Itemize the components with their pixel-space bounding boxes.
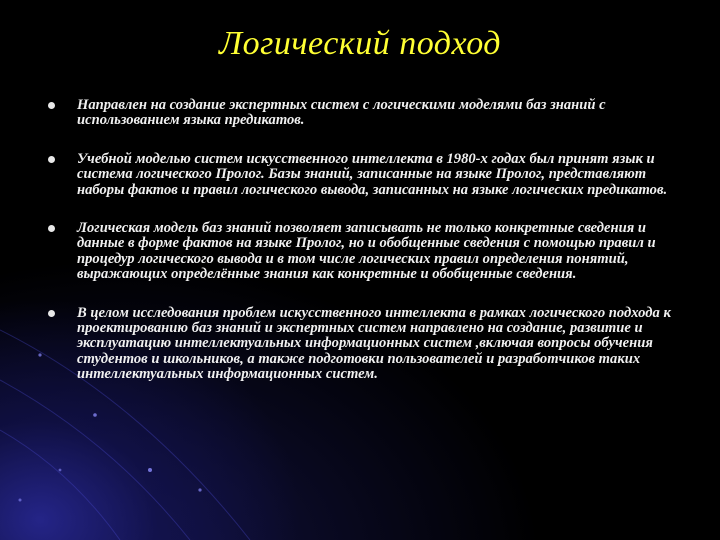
bullet-dot-icon: [48, 310, 55, 317]
bullet-text: Учебной моделью систем искусственного интеллекта в 1980-х годах был принят язык и система логического Пролог. Базы знаний, записанные на языке Пролог, представляют наборы фактов и правил логического вывода, записанных на языке логических предикатов.: [77, 150, 668, 198]
bullet-dot-icon: [48, 102, 55, 109]
bullet-list: [40, 98, 690, 406]
list-item: [40, 306, 690, 383]
bullet-text: Направлен на создание экспертных систем с логическими моделями баз знаний с использованием языка предикатов.: [77, 97, 606, 129]
bullet-dot-icon: [48, 156, 55, 163]
list-item: [40, 98, 690, 129]
slide-title: Логический подход: [219, 25, 501, 62]
bullet-dot-icon: [48, 225, 55, 232]
bullet-text: В целом исследования проблем искусственного интеллекта в рамках логического подхода к проектированию баз знаний и экспертных систем направлено на создание, развитие и эксплуатацию интеллектуальных информационных систем ,включая вопросы обучения студентов и школьников, а также подготовки пользователей и разработчиков таких интеллектуальных информационных систем.: [77, 304, 671, 383]
list-item: [40, 221, 690, 283]
list-item: [40, 152, 690, 198]
bullet-text: Логическая модель баз знаний позволяет записывать не только конкретные сведения и данные в форме фактов на языке Пролог, но и обобщенные сведения с помощью правил и процедур логического вывода и в том числе логических правил определения понятий, выражающих определённые знания как конкретные и обобщенные сведения.: [77, 220, 656, 283]
